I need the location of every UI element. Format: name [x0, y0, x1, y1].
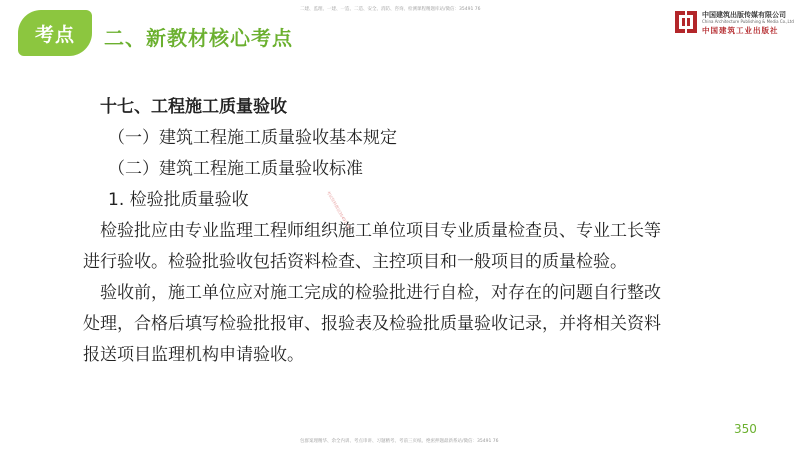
content-heading: 十七、工程施工质量验收	[100, 97, 287, 117]
page-number: 350	[734, 422, 757, 436]
subheading-2: （二）建筑工程施工质量验收标准	[108, 159, 363, 179]
paragraph-1-line-2: 进行验收。检验批验收包括资料检查、主控项目和一般项目的质量检验。	[83, 252, 627, 272]
paragraph-2-line-3: 报送项目监理机构申请验收。	[83, 345, 304, 365]
paragraph-2-line-2: 处理，合格后填写检验批报审、报验表及检验批质量验收记录，并将相关资料	[83, 314, 661, 334]
publisher-logo-block	[674, 8, 792, 38]
subheading-3: 1. 检验批质量验收	[108, 190, 249, 210]
bottom-watermark: 包群案理精华、余全内训、考点串讲、习题精考、考前三页纸、绝密押题最新系站/微信：35491 76	[300, 439, 499, 444]
publisher-name-secondary: 中国建筑工业出版社	[702, 26, 779, 35]
topic-tag-label: 考点	[34, 23, 75, 46]
paragraph-1-line-1: 检验批应由专业监理工程师组织施工单位项目专业质量检查员、专业工长等	[100, 221, 661, 241]
publisher-name: 中国建筑出版传媒有限公司	[702, 11, 786, 19]
top-watermark: 二建、监理、一建、一造、二造、安全、消防、咨询、检测课程精题库站/微信：35491 76	[300, 7, 481, 12]
slide-content	[83, 92, 740, 371]
topic-tag	[18, 10, 92, 56]
publisher-logo-icon	[674, 10, 698, 34]
subheading-1: （一）建筑工程施工质量验收基本规定	[108, 128, 397, 148]
publisher-name-en: China Architecture Publishing & Media Co.,Ltd	[702, 19, 794, 24]
section-title: 二、新教材核心考点	[104, 26, 293, 50]
watermark-stamp: 考试资料微信35491 76	[325, 190, 352, 230]
paragraph-2-line-1: 验收前，施工单位应对施工完成的检验批进行自检，对存在的问题自行整改	[100, 283, 661, 303]
